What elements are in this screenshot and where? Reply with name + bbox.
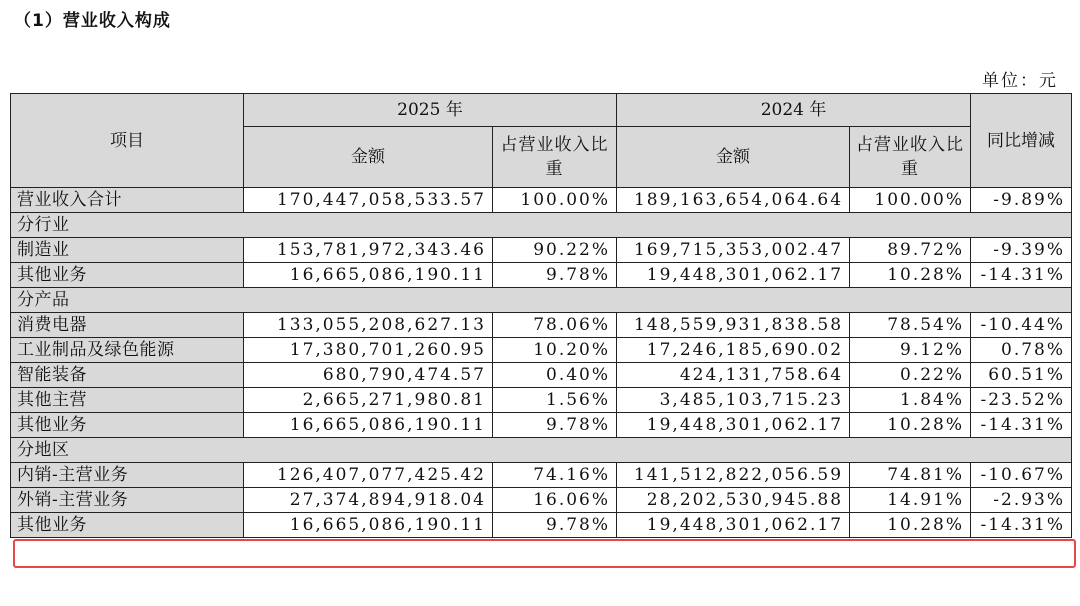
table-row	[11, 488, 1072, 513]
share-2024: 10.28%	[850, 513, 971, 538]
share-2024: 74.81%	[850, 463, 971, 488]
amount-2025: 133,055,208,627.13	[244, 313, 493, 338]
yoy-change: 60.51%	[971, 363, 1072, 388]
share-2025: 9.78%	[493, 413, 617, 438]
share-2024: 14.91%	[850, 488, 971, 513]
table-row	[11, 463, 1072, 488]
amount-2024: 189,163,654,064.64	[617, 188, 850, 213]
share-2024: 9.12%	[850, 338, 971, 363]
yoy-change: -10.44%	[971, 313, 1072, 338]
row-label: 其他业务	[11, 513, 244, 538]
header-year-2025: 2025 年	[244, 94, 617, 127]
yoy-change: -2.93%	[971, 488, 1072, 513]
amount-2024: 141,512,822,056.59	[617, 463, 850, 488]
share-2025: 10.20%	[493, 338, 617, 363]
share-2025: 9.78%	[493, 513, 617, 538]
amount-2025: 170,447,058,533.57	[244, 188, 493, 213]
table-row-total	[11, 188, 1072, 213]
row-label: 外销-主营业务	[11, 488, 244, 513]
table-row	[11, 238, 1072, 263]
table-row	[11, 413, 1072, 438]
amount-2024: 17,246,185,690.02	[617, 338, 850, 363]
section-row	[11, 438, 1072, 463]
yoy-change: -10.67%	[971, 463, 1072, 488]
share-2025: 100.00%	[493, 188, 617, 213]
share-2024: 0.22%	[850, 363, 971, 388]
amount-2025: 27,374,894,918.04	[244, 488, 493, 513]
row-label: 其他业务	[11, 413, 244, 438]
header-share-2024: 占营业收入比重	[850, 127, 971, 188]
header-amount-2024: 金额	[617, 127, 850, 188]
amount-2025: 16,665,086,190.11	[244, 263, 493, 288]
amount-2025: 126,407,077,425.42	[244, 463, 493, 488]
share-2025: 9.78%	[493, 263, 617, 288]
amount-2025: 2,665,271,980.81	[244, 388, 493, 413]
share-2025: 74.16%	[493, 463, 617, 488]
amount-2024: 19,448,301,062.17	[617, 513, 850, 538]
row-label: 制造业	[11, 238, 244, 263]
amount-2025: 153,781,972,343.46	[244, 238, 493, 263]
yoy-change: 0.78%	[971, 338, 1072, 363]
amount-2025: 16,665,086,190.11	[244, 413, 493, 438]
share-2025: 1.56%	[493, 388, 617, 413]
row-label: 工业制品及绿色能源	[11, 338, 244, 363]
row-label: 营业收入合计	[11, 188, 244, 213]
yoy-change: -9.39%	[971, 238, 1072, 263]
header-share-2025: 占营业收入比重	[493, 127, 617, 188]
share-2025: 0.40%	[493, 363, 617, 388]
share-2025: 78.06%	[493, 313, 617, 338]
section-label: 分地区	[11, 438, 1072, 463]
amount-2025: 16,665,086,190.11	[244, 513, 493, 538]
yoy-change: -23.52%	[971, 388, 1072, 413]
header-amount-2025: 金额	[244, 127, 493, 188]
share-2024: 1.84%	[850, 388, 971, 413]
table-row	[11, 363, 1072, 388]
table-row	[11, 388, 1072, 413]
row-label: 其他主营	[11, 388, 244, 413]
table-row	[11, 313, 1072, 338]
header-year-2024: 2024 年	[617, 94, 971, 127]
amount-2024: 169,715,353,002.47	[617, 238, 850, 263]
share-2024: 10.28%	[850, 413, 971, 438]
share-2025: 16.06%	[493, 488, 617, 513]
table-row	[11, 263, 1072, 288]
amount-2025: 17,380,701,260.95	[244, 338, 493, 363]
header-yoy: 同比增减	[971, 94, 1072, 188]
table-row	[11, 338, 1072, 363]
row-label: 消费电器	[11, 313, 244, 338]
row-label: 其他业务	[11, 263, 244, 288]
share-2024: 89.72%	[850, 238, 971, 263]
share-2025: 90.22%	[493, 238, 617, 263]
highlight-box	[13, 539, 1076, 568]
amount-2024: 19,448,301,062.17	[617, 263, 850, 288]
yoy-change: -14.31%	[971, 413, 1072, 438]
amount-2024: 19,448,301,062.17	[617, 413, 850, 438]
header-item: 项目	[11, 94, 244, 188]
yoy-change: -9.89%	[971, 188, 1072, 213]
share-2024: 78.54%	[850, 313, 971, 338]
table-row	[11, 513, 1072, 538]
section-title: （1）营业收入构成	[14, 11, 171, 31]
section-label: 分行业	[11, 213, 1072, 238]
yoy-change: -14.31%	[971, 513, 1072, 538]
amount-2024: 28,202,530,945.88	[617, 488, 850, 513]
section-row	[11, 288, 1072, 313]
amount-2024: 148,559,931,838.58	[617, 313, 850, 338]
row-label: 智能装备	[11, 363, 244, 388]
amount-2024: 3,485,103,715.23	[617, 388, 850, 413]
row-label: 内销-主营业务	[11, 463, 244, 488]
share-2024: 10.28%	[850, 263, 971, 288]
amount-2025: 680,790,474.57	[244, 363, 493, 388]
revenue-table	[10, 93, 1072, 538]
yoy-change: -14.31%	[971, 263, 1072, 288]
section-label: 分产品	[11, 288, 1072, 313]
amount-2024: 424,131,758.64	[617, 363, 850, 388]
unit-label: 单位：元	[982, 71, 1058, 91]
section-row	[11, 213, 1072, 238]
share-2024: 100.00%	[850, 188, 971, 213]
